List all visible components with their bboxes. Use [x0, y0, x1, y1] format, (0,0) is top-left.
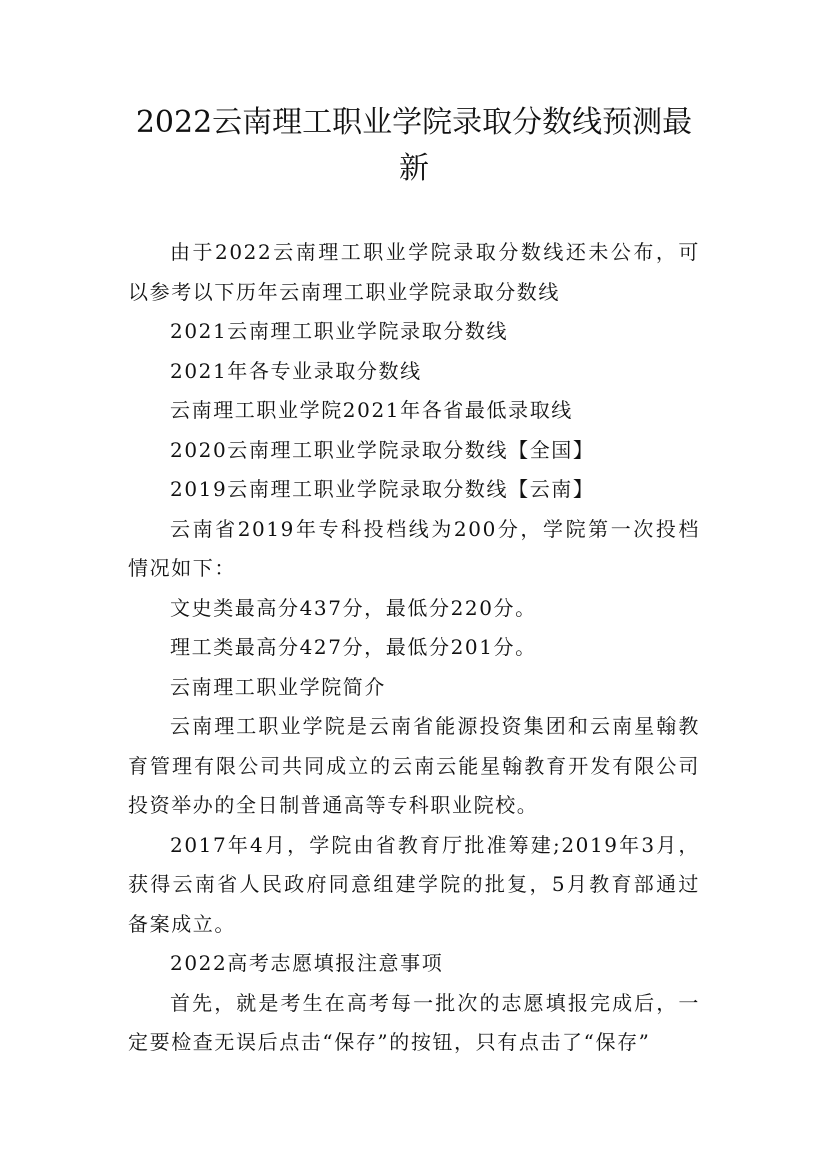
paragraph-science-scores: 理工类最高分427分，最低分201分。 — [170, 635, 537, 659]
paragraph-2019-yunnan: 2019云南理工职业学院录取分数线【云南】 — [170, 477, 595, 501]
paragraph-2021-score-heading: 2021云南理工职业学院录取分数线 — [170, 319, 509, 343]
paragraph-notes-first: 首先，就是考生在高考每一批次的志愿填报完成后，一定要检查无误后点击“保存”的按钮，只有点击了“保存” — [128, 990, 700, 1054]
paragraph-college-intro: 云南理工职业学院是云南省能源投资集团和云南星翰教育管理有限公司共同成立的云南云能星翰教育开发有限公司投资举办的全日制普通高等专科职业院校。 — [128, 714, 700, 817]
paragraph-intro-heading: 云南理工职业学院简介 — [170, 674, 386, 699]
paragraph-2021-province-min: 云南理工职业学院2021年各省最低录取线 — [170, 398, 573, 422]
paragraph-2019-cutoff: 云南省2019年专科投档线为200分，学院第一次投档情况如下： — [128, 516, 700, 580]
paragraph-2020-national: 2020云南理工职业学院录取分数线【全国】 — [170, 437, 595, 462]
paragraph-liberal-arts-scores: 文史类最高分437分，最低分220分。 — [170, 595, 537, 620]
document-title: 2022云南理工职业学院录取分数线预测最新 — [135, 105, 693, 186]
paragraph-intro: 由于2022云南理工职业学院录取分数线还未公布，可以参考以下历年云南理工职业学院录取分数线 — [128, 240, 700, 304]
paragraph-history: 2017年4月，学院由省教育厅批准筹建;2019年3月，获得云南省人民政府同意组建学院的批复，5月教育部通过备案成立。 — [128, 832, 700, 936]
paragraph-notes-heading: 2022高考志愿填报注意事项 — [170, 951, 444, 975]
paragraph-2021-major-scores: 2021年各专业录取分数线 — [170, 358, 422, 383]
document-body — [128, 233, 700, 1063]
